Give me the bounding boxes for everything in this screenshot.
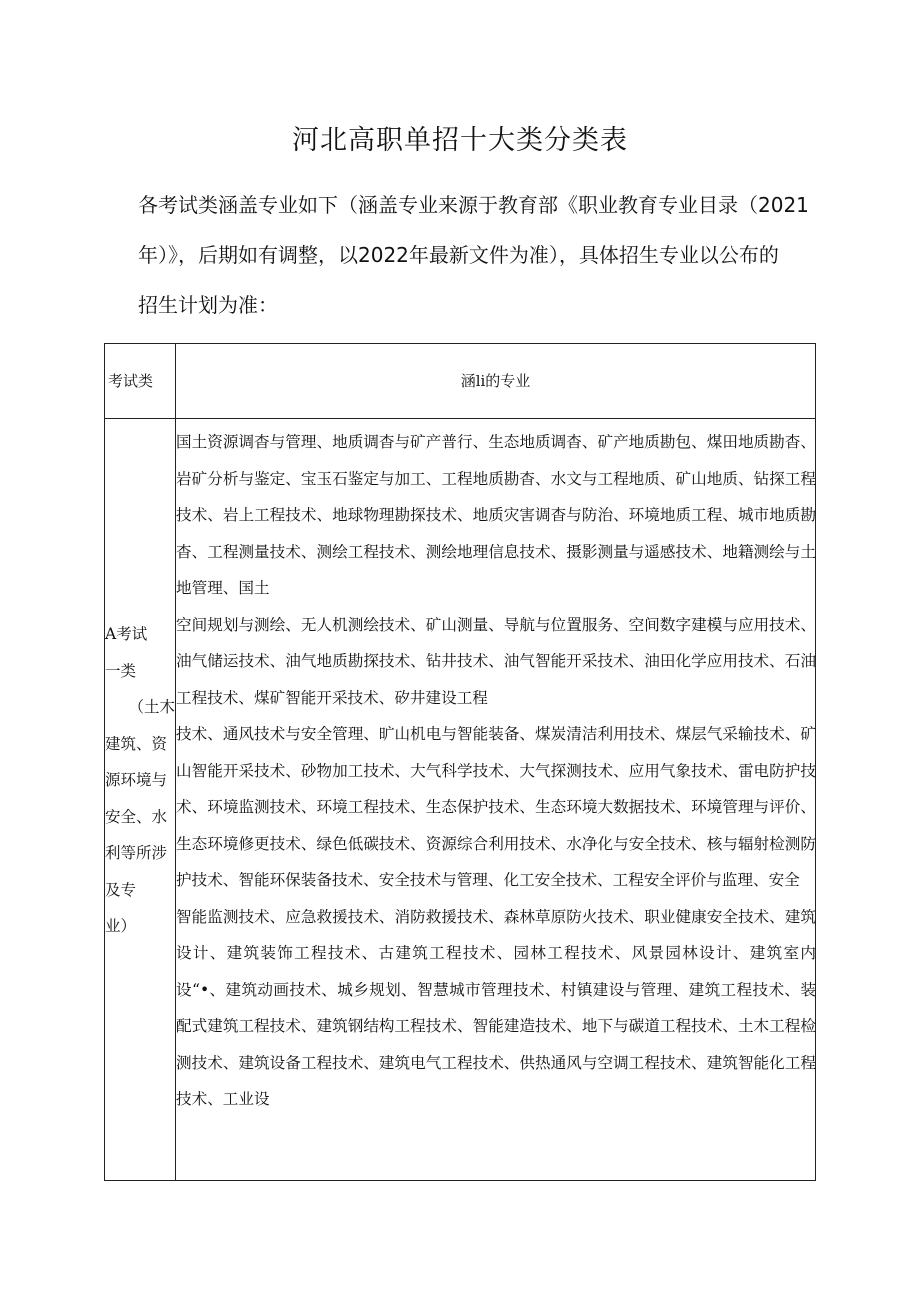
category-line: 业） bbox=[105, 917, 137, 935]
category-line: 安全、水 bbox=[105, 807, 168, 826]
header-divider bbox=[105, 418, 815, 419]
category-line: （土木 bbox=[128, 698, 175, 716]
category-line: 建筑、资 bbox=[105, 734, 168, 753]
intro-line-3: 招生计划为准： bbox=[138, 293, 278, 317]
category-line: 利等所涉 bbox=[105, 844, 168, 862]
category-line: 一类 bbox=[105, 661, 137, 680]
category-line: 源环境与 bbox=[105, 771, 168, 789]
header-exam-category: 考试类 bbox=[108, 372, 154, 390]
majors-paragraph: 空间规划与测绘、无人机测绘技术、矿山测量、导航与位置服务、空间数字建模与应用技术、油气储运技术、油气地质勘探技术、钻井技术、油气智能开采技术、油田化学应用技术、石油工程技术、煤矿智能开采技术、矽井建设工程 bbox=[176, 615, 816, 707]
intro-line-1: 各考试类涵盖专业如下（涵盖专业来源于教育部《职业教育专业目录（2021 bbox=[138, 193, 809, 217]
category-line: 及专 bbox=[105, 880, 137, 899]
header-covered-majors: 涵li的专业 bbox=[460, 372, 531, 390]
majors-paragraph: 国土资源调杳与管理、地质调杳与矿产普行、生态地质调杳、矿产地质勘包、煤田地质勘杳、岩矿分析与鉴定、宝玉石鉴定与加工、工程地质勘杳、水文与工程地质、矿山地质、钻探工程技术、岩上工程技术、地球物理勘探技术、地质灾害调杳与防治、环境地质工程、城市地质勘杳、工程测量技术、测绘工程技术、测绘地理信息技术、摄影测量与遥感技术、地籍测绘与土地管理、国土 bbox=[176, 433, 816, 597]
category-line: A考试 bbox=[105, 625, 148, 643]
category-cell bbox=[105, 616, 175, 945]
category-table bbox=[104, 343, 816, 1181]
document-title: 河北高职单招十大类分类表 bbox=[292, 125, 628, 156]
majors-paragraph: 技术、通风技术与安全管理、旷山机电与智能装备、煤炭清洁利用技术、煤层气采输技术、矿山智能开采技术、砂物加工技术、大气科学技术、大气探测技术、应用气象技术、雷电防护技术、环境监测技术、环境工程技术、生态保护技术、生态环境大数据技术、环境管理与评价、生态环境修更技术、绿色低碳技术、资源综合利用技术、水净化与安全技术、核与辐射检测防护技术、智能环保装备技术、安全技术与管理、化工安全技术、工程安全评价与监理、安全 bbox=[176, 725, 816, 889]
intro-paragraph bbox=[138, 180, 820, 330]
intro-line-2: 年）》，后期如有调整，以2022年最新文件为准），具体招生专业以公布的 bbox=[138, 243, 779, 267]
majors-cell bbox=[176, 424, 816, 1118]
majors-paragraph: 智能监测技术、应急救援技术、消防救援技术、森林草原防火技术、职业健康安全技术、建筑设计、建筑装饰工程技术、古建筑工程技术、园林工程技术、风景园林设计、建筑室内设“•、建筑动画技术、城乡规划、智慧城市管理技术、村镇建设与管理、建筑工程技术、装配式建筑工程技术、建筑钢结构工程技术、智能建造技术、地下与碳道工程技术、土木工程检测技术、建筑设备工程技术、建筑电气工程技术、供热通风与空调工程技术、建筑智能化工程技术、工业设 bbox=[176, 907, 816, 1108]
